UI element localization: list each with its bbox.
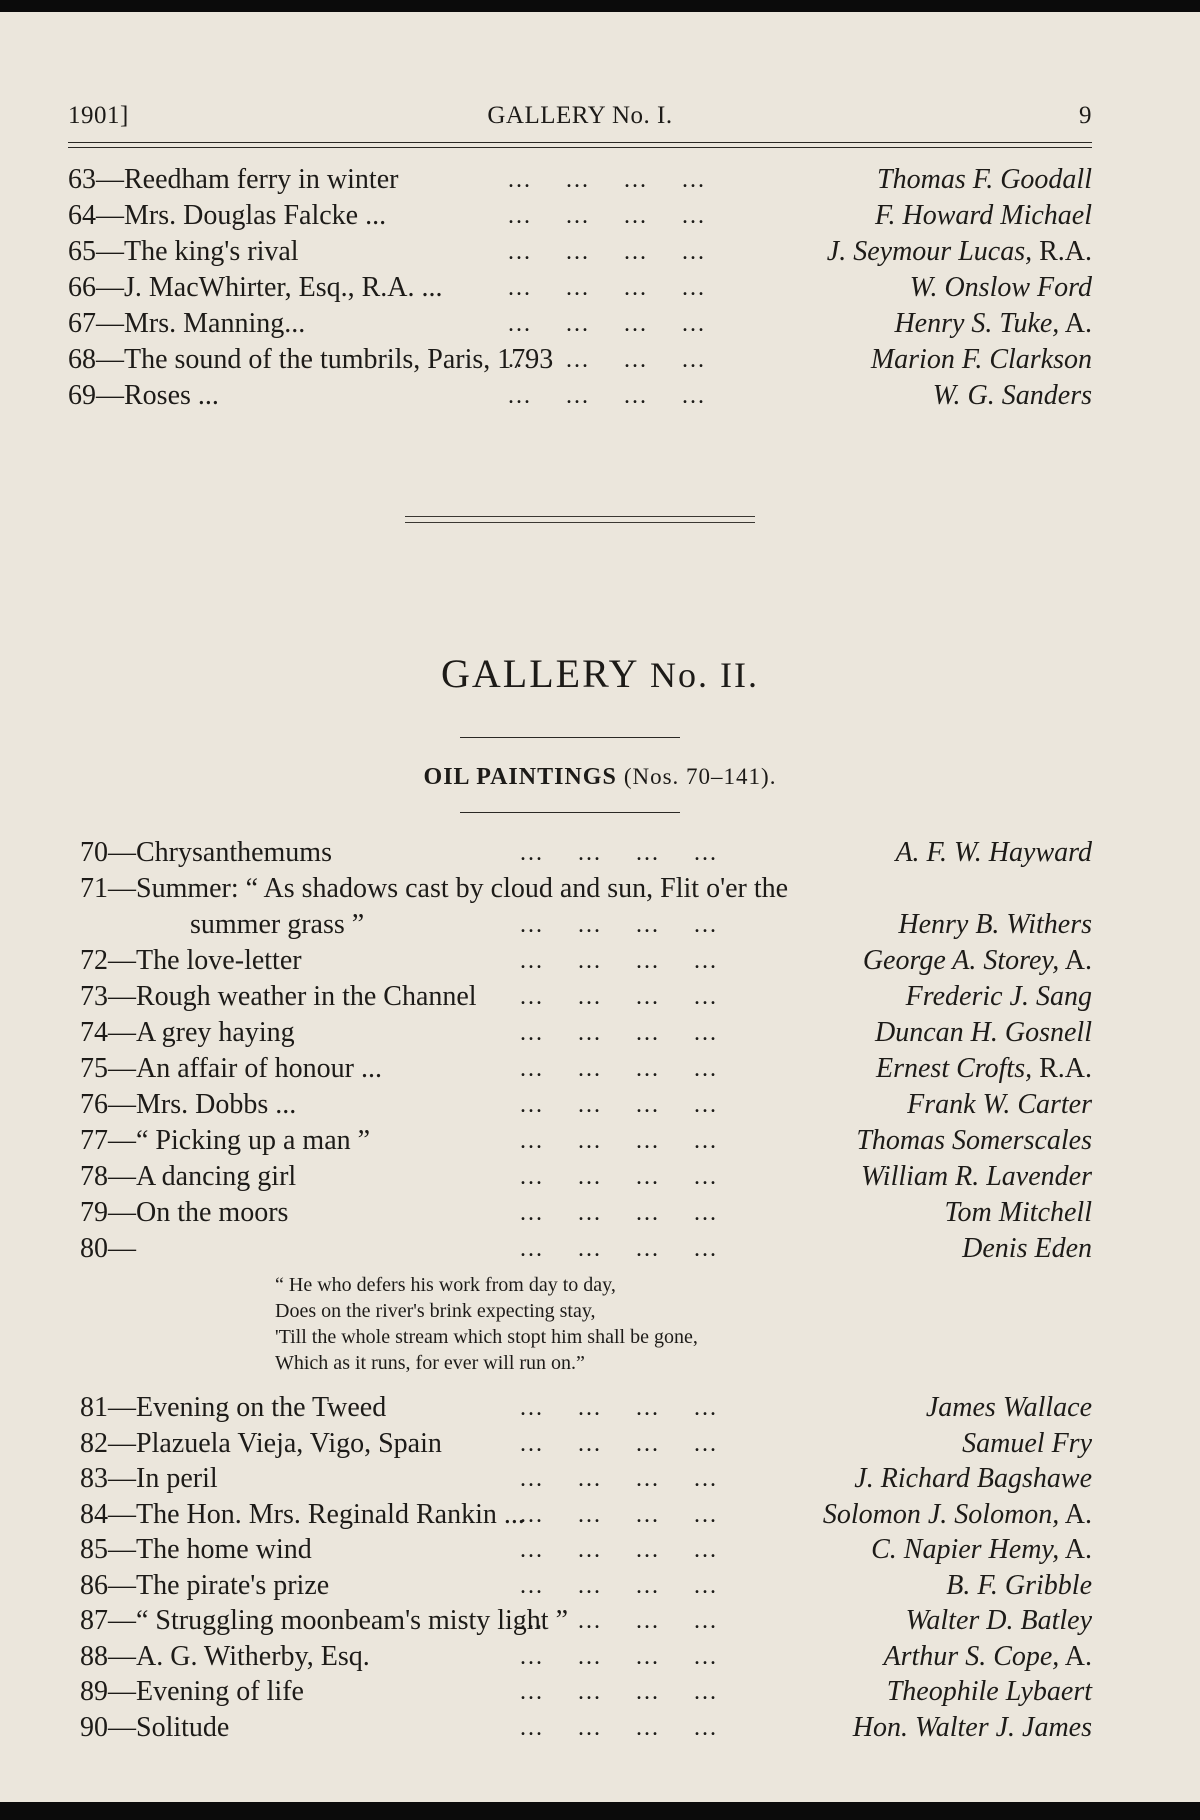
catalogue-entry xyxy=(80,1710,1092,1746)
entry-artist xyxy=(863,943,1092,979)
artist-name: W. Onslow Ford xyxy=(909,272,1092,303)
artist-honour: R.A. xyxy=(1032,1053,1092,1084)
header-rule xyxy=(68,142,1092,148)
artist-name: Ernest Crofts, xyxy=(876,1053,1033,1084)
entry-title: 81—Evening on the Tweed xyxy=(80,1392,387,1423)
entry-artist xyxy=(895,835,1092,871)
catalogue-entry xyxy=(68,198,1092,234)
entry-title: 90—Solitude xyxy=(80,1711,230,1743)
artist-honour: A. xyxy=(1059,1498,1092,1530)
entry-artist xyxy=(856,1123,1092,1159)
entry-artist xyxy=(827,234,1092,270)
leader-dots: ... ... ... ... xyxy=(508,311,706,337)
leader-dots: ... ... ... ... xyxy=(520,1466,718,1492)
catalogue-entry xyxy=(80,1532,1092,1568)
header-year: 1901] xyxy=(68,102,129,129)
catalogue-entry xyxy=(80,1674,1092,1710)
artist-name: F. Howard Michael xyxy=(875,200,1092,231)
artist-name: Thomas Somerscales xyxy=(856,1125,1092,1156)
entry-artist xyxy=(887,1674,1092,1710)
catalogue-entry xyxy=(68,270,1092,306)
poem-line: “ He who defers his work from day to day, xyxy=(275,1274,616,1296)
leader-dots: ... ... ... ... xyxy=(520,1572,718,1599)
artist-name: Tom Mitchell xyxy=(944,1197,1092,1228)
artist-name: Duncan H. Gosnell xyxy=(875,1017,1092,1048)
gallery-2-heading xyxy=(0,650,1200,697)
leader-dots: ... ... ... ... xyxy=(520,840,718,866)
entry-artist xyxy=(854,1461,1092,1497)
entry-artist xyxy=(906,1603,1092,1639)
catalogue-entry xyxy=(80,907,1092,943)
artist-honour: A. xyxy=(1059,1534,1092,1565)
entry-title: 73—Rough weather in the Channel xyxy=(80,981,477,1012)
entry-artist xyxy=(926,1390,1092,1426)
entry-title: 88—A. G. Witherby, Esq. xyxy=(80,1640,370,1672)
artist-honour: A. xyxy=(1059,945,1092,976)
entry-artist xyxy=(853,1710,1092,1746)
gallery-2-title: GALLERY xyxy=(441,651,650,696)
leader-dots: ... ... ... ... xyxy=(520,1092,718,1118)
entry-title: 67—Mrs. Manning... xyxy=(68,308,306,339)
poem-line: Which as it runs, for ever will run on.” xyxy=(275,1352,585,1374)
gallery-2-entry-list xyxy=(80,835,1092,1267)
leader-dots: ... ... ... ... xyxy=(520,1679,718,1705)
entry-artist xyxy=(875,1015,1092,1051)
entry-artist xyxy=(910,270,1092,306)
catalogue-entry xyxy=(80,1087,1092,1123)
entry-artist xyxy=(877,162,1092,198)
entry-artist xyxy=(823,1497,1092,1533)
catalogue-entry xyxy=(80,1159,1092,1195)
leader-dots: ... ... ... ... xyxy=(520,984,718,1010)
artist-name: Frederic J. Sang xyxy=(905,981,1092,1012)
catalogue-entry xyxy=(68,378,1092,414)
entry-artist xyxy=(875,198,1092,234)
leader-dots: ... ... ... ... xyxy=(520,1501,718,1528)
catalogue-entry xyxy=(68,306,1092,342)
artist-name: C. Napier Hemy, xyxy=(871,1534,1060,1565)
leader-dots: ... ... ... ... xyxy=(508,239,706,265)
entry-title: 72—The love-letter xyxy=(80,945,302,976)
page-number: 9 xyxy=(1079,102,1092,129)
artist-name: Henry S. Tuke, xyxy=(894,308,1060,339)
leader-dots: ... ... ... ... xyxy=(520,1128,718,1154)
artist-name: Theophile Lybaert xyxy=(886,1676,1092,1707)
entry-artist xyxy=(894,306,1092,342)
artist-name: Arthur S. Cope, xyxy=(883,1640,1060,1672)
artist-name: Solomon J. Solomon, xyxy=(822,1498,1060,1530)
oil-paintings-subtitle xyxy=(0,764,1200,791)
catalogue-entry xyxy=(80,1231,1092,1267)
entry-artist xyxy=(861,1159,1092,1195)
entry-artist xyxy=(946,1568,1092,1604)
entry-artist xyxy=(962,1426,1092,1462)
catalogue-entry xyxy=(80,1390,1092,1426)
catalogue-entry xyxy=(80,1639,1092,1675)
entry-title: 77—“ Picking up a man ” xyxy=(80,1125,371,1156)
entry-title: 87—“ Struggling moonbeam's misty light ” xyxy=(80,1605,569,1636)
entry-title: 71—Summer: “ As shadows cast by cloud and sun, Flit o'er the xyxy=(80,873,789,904)
leader-dots: ... ... ... ... xyxy=(520,1236,718,1262)
entry-artist xyxy=(907,1087,1092,1123)
catalogue-entry xyxy=(68,162,1092,198)
artist-name: Walter D. Batley xyxy=(905,1605,1092,1636)
artist-name: Marion F. Clarkson xyxy=(870,344,1092,375)
entry-title: 75—An affair of honour ... xyxy=(80,1053,382,1084)
artist-name: Thomas F. Goodall xyxy=(877,164,1092,195)
catalogue-entry xyxy=(80,1195,1092,1231)
entry-title: 76—Mrs. Dobbs ... xyxy=(80,1089,297,1120)
catalogue-entry xyxy=(80,1461,1092,1497)
entry-title: 74—A grey haying xyxy=(80,1017,295,1048)
entry-title: 64—Mrs. Douglas Falcke ... xyxy=(68,200,387,231)
entry-artist xyxy=(898,907,1092,943)
catalogue-entry xyxy=(80,979,1092,1015)
catalogue-entry xyxy=(80,1426,1092,1462)
gallery-1-entry-list xyxy=(68,162,1092,414)
artist-name: Frank W. Carter xyxy=(907,1089,1092,1120)
leader-dots: ... ... ... ... xyxy=(508,275,706,301)
catalogue-entry xyxy=(80,1015,1092,1051)
artist-honour: R.A. xyxy=(1032,236,1092,267)
entry-artist xyxy=(933,378,1092,414)
entry-title: 65—The king's rival xyxy=(68,236,299,267)
poem-line: 'Till the whole stream which stopt him shall be gone, xyxy=(275,1326,698,1348)
catalogue-entry xyxy=(68,342,1092,378)
entry-title: summer grass ” xyxy=(190,909,365,940)
leader-dots: ... ... ... ... xyxy=(520,1200,718,1226)
leader-dots: ... ... ... ... xyxy=(520,1164,718,1190)
catalogue-entry xyxy=(80,1603,1092,1639)
artist-name: Hon. Walter J. James xyxy=(852,1711,1092,1743)
entry-title: 66—J. MacWhirter, Esq., R.A. ... xyxy=(68,272,443,303)
entry-title: 78—A dancing girl xyxy=(80,1161,297,1192)
leader-dots: ... ... ... ... xyxy=(508,383,706,409)
artist-honour: A. xyxy=(1059,1640,1092,1672)
gallery-2-entry-list-continued xyxy=(80,1390,1092,1745)
leader-dots: ... ... ... ... xyxy=(520,948,718,974)
running-header xyxy=(68,102,1092,142)
catalogue-entry xyxy=(80,871,1092,907)
leader-dots: ... ... ... ... xyxy=(520,1020,718,1046)
entry-title: 70—Chrysanthemums xyxy=(80,837,332,868)
entry-artist xyxy=(871,342,1092,378)
artist-name: A. F. W. Hayward xyxy=(895,837,1092,868)
entry-artist xyxy=(871,1532,1092,1568)
section-divider xyxy=(405,516,755,523)
leader-dots: ... ... ... ... xyxy=(520,1056,718,1082)
entry-title: 84—The Hon. Mrs. Reginald Rankin ... xyxy=(80,1498,525,1530)
entry-80-poem xyxy=(275,1272,698,1376)
entry-title: 69—Roses ... xyxy=(68,380,219,411)
header-title: GALLERY No. I. xyxy=(487,102,673,129)
artist-name: Samuel Fry xyxy=(962,1427,1092,1459)
catalogue-entry xyxy=(80,835,1092,871)
artist-honour: A. xyxy=(1059,308,1092,339)
artist-name: J. Seymour Lucas, xyxy=(826,236,1033,267)
subtitle-label: OIL PAINTINGS xyxy=(423,764,624,790)
artist-name: James Wallace xyxy=(925,1392,1092,1423)
entry-title: 80— xyxy=(80,1233,136,1264)
heading-rule-bottom xyxy=(460,812,680,813)
leader-dots: ... ... ... ... xyxy=(520,1643,718,1670)
leader-dots: ... ... ... ... xyxy=(520,1430,718,1457)
entry-title: 85—The home wind xyxy=(80,1534,312,1565)
entry-title: 83—In peril xyxy=(80,1463,218,1494)
catalogue-entry xyxy=(68,234,1092,270)
leader-dots: ... ... ... ... xyxy=(508,167,706,193)
entry-title: 63—Reedham ferry in winter xyxy=(68,164,399,195)
entry-title: 68—The sound of the tumbrils, Paris, 1793 xyxy=(68,344,554,375)
entry-title: 86—The pirate's prize xyxy=(80,1569,330,1601)
artist-name: J. Richard Bagshawe xyxy=(854,1463,1092,1494)
artist-name: William R. Lavender xyxy=(861,1161,1092,1192)
leader-dots: ... ... ... ... xyxy=(520,1608,718,1634)
leader-dots: ... ... ... ... xyxy=(520,1395,718,1421)
poem-line: Does on the river's brink expecting stay, xyxy=(275,1300,596,1322)
leader-dots: ... ... ... ... xyxy=(508,347,706,373)
gallery-2-number: No. II. xyxy=(649,655,759,695)
leader-dots: ... ... ... ... xyxy=(520,1714,718,1741)
entry-title: 82—Plazuela Vieja, Vigo, Spain xyxy=(80,1427,442,1459)
artist-name: Denis Eden xyxy=(962,1233,1092,1264)
artist-name: George A. Storey, xyxy=(862,945,1060,976)
catalogue-entry xyxy=(80,1497,1092,1533)
artist-name: Henry B. Withers xyxy=(898,909,1092,940)
artist-name: W. G. Sanders xyxy=(932,380,1092,411)
catalogue-entry xyxy=(80,1568,1092,1604)
leader-dots: ... ... ... ... xyxy=(520,1537,718,1563)
catalogue-entry xyxy=(80,1123,1092,1159)
catalogue-page xyxy=(0,12,1200,1802)
entry-artist xyxy=(962,1231,1092,1267)
heading-rule-top xyxy=(460,737,680,738)
entry-artist xyxy=(906,979,1092,1015)
subtitle-range: (Nos. 70–141). xyxy=(623,764,777,789)
entry-title: 89—Evening of life xyxy=(80,1676,304,1707)
entry-artist xyxy=(876,1051,1092,1087)
leader-dots: ... ... ... ... xyxy=(508,203,706,229)
entry-artist xyxy=(944,1195,1092,1231)
catalogue-entry xyxy=(80,1051,1092,1087)
artist-name: B. F. Gribble xyxy=(946,1569,1092,1601)
catalogue-entry xyxy=(80,943,1092,979)
entry-title: 79—On the moors xyxy=(80,1197,289,1228)
entry-artist xyxy=(884,1639,1092,1675)
leader-dots: ... ... ... ... xyxy=(520,912,718,938)
